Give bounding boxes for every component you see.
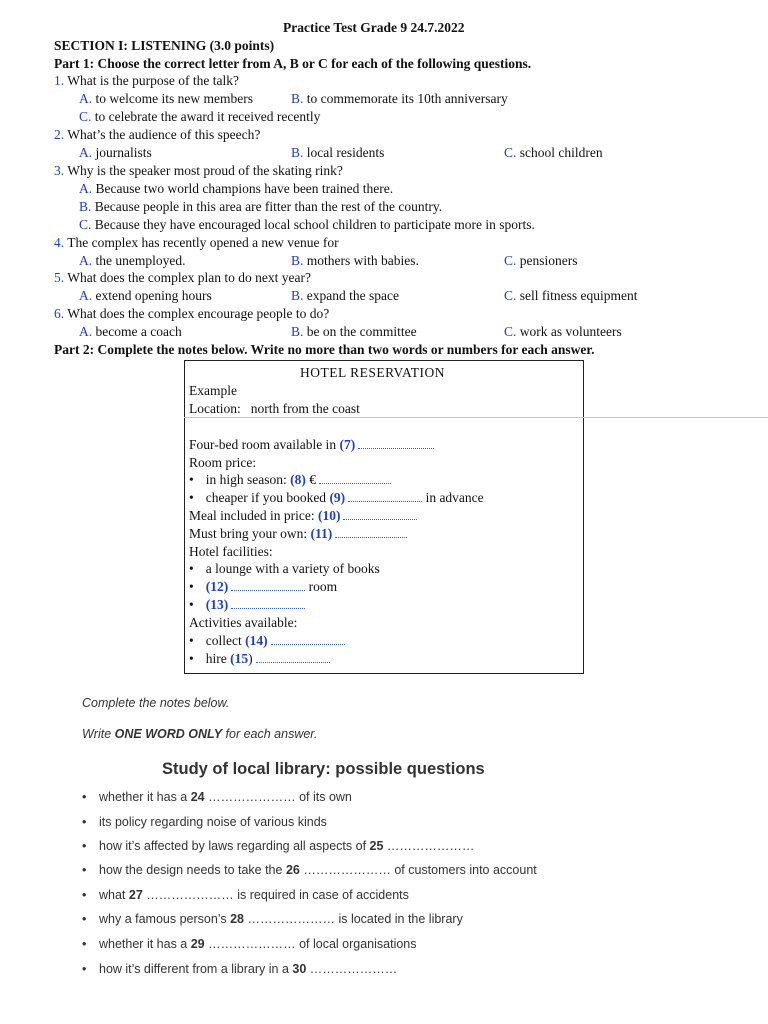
question-1: 1. What is the purpose of the talk? [54, 73, 239, 88]
q2-option-a[interactable]: A. journalists [79, 145, 152, 160]
q6-option-a[interactable]: A. become a coach [79, 324, 182, 339]
location-row: Location: north from the coast [189, 401, 360, 416]
library-item-28: • why a famous person’s 28 ………………… is located in the library [82, 912, 463, 926]
q6-option-c[interactable]: C. work as volunteers [504, 324, 622, 339]
q1-option-b[interactable]: B. to commemorate its 10th anniversary [291, 91, 508, 106]
library-item-30: • how it’s different from a library in a 30 ………………… [82, 962, 398, 976]
answer-blank-8[interactable] [319, 482, 391, 484]
meal-row: Meal included in price: (10) [189, 508, 417, 524]
answer-gap-25[interactable]: ………………… [386, 839, 475, 853]
question-4: 4. The complex has recently opened a new venue for [54, 235, 339, 250]
q2-option-b[interactable]: B. local residents [291, 145, 385, 160]
cheaper-row: • cheaper if you booked (9) in advance [189, 490, 484, 505]
q4-option-b[interactable]: B. mothers with babies. [291, 253, 419, 268]
four-bed-row: Four-bed room available in (7) [189, 437, 434, 453]
answer-blank-7[interactable] [358, 447, 434, 449]
question-2: 2. What’s the audience of this speech? [54, 127, 261, 142]
part1-instruction: Part 1: Choose the correct letter from A, B or C for each of the following questions. [54, 56, 532, 71]
library-item-27: • what 27 ………………… is required in case of accidents [82, 888, 409, 902]
answer-gap-28[interactable]: ………………… [247, 912, 335, 926]
library-title: Study of local library: possible questions [162, 760, 485, 778]
room-row: • (12) room [189, 579, 338, 594]
answer-blank-11[interactable] [335, 536, 407, 538]
q1-option-c[interactable]: C. to celebrate the award it received recently [79, 109, 321, 124]
page-title: Practice Test Grade 9 24.7.2022 [283, 20, 465, 35]
library-item-25: • how it’s affected by laws regarding all aspects of 25 ………………… [82, 839, 475, 853]
q5-option-b[interactable]: B. expand the space [291, 288, 399, 303]
divider-line [184, 417, 768, 418]
answer-gap-26[interactable]: ………………… [303, 863, 391, 877]
q6-option-b[interactable]: B. be on the committee [291, 324, 417, 339]
facility-13-row: • (13) [189, 597, 305, 613]
q3-option-a[interactable]: A. Because two world champions have been trained there. [79, 181, 394, 196]
question-5: 5. What does the complex plan to do next year? [54, 270, 311, 285]
q2-option-c[interactable]: C. school children [504, 145, 603, 160]
activities-label: Activities available: [189, 615, 298, 630]
q4-option-c[interactable]: C. pensioners [504, 253, 578, 268]
library-item-26: • how the design needs to take the 26 ………………… of customers into account [82, 863, 537, 877]
facilities-label: Hotel facilities: [189, 544, 273, 559]
library-item-noise: • its policy regarding noise of various kinds [82, 815, 327, 829]
answer-blank-14[interactable] [271, 643, 345, 645]
hire-row: • hire (15) [189, 651, 330, 667]
library-item-24: • whether it has a 24 ………………… of its own [82, 790, 352, 804]
answer-gap-30[interactable]: ………………… [309, 962, 398, 976]
answer-blank-13[interactable] [231, 607, 305, 609]
q4-option-a[interactable]: A. the unemployed. [79, 253, 186, 268]
collect-row: • collect (14) [189, 633, 345, 649]
high-season-row: • in high season: (8) € [189, 472, 391, 488]
answer-gap-29[interactable]: ………………… [208, 937, 296, 951]
section-heading: SECTION I: LISTENING (3.0 points) [54, 38, 275, 53]
hotel-title: HOTEL RESERVATION [300, 365, 446, 380]
example-label: Example [189, 383, 237, 398]
answer-blank-12[interactable] [231, 589, 305, 591]
library-instruction-2: Write ONE WORD ONLY for each answer. [82, 727, 318, 741]
answer-blank-15[interactable] [256, 661, 330, 663]
lounge-row: • a lounge with a variety of books [189, 561, 380, 576]
answer-gap-24[interactable]: ………………… [208, 790, 296, 804]
library-instruction-1: Complete the notes below. [82, 696, 230, 710]
question-6: 6. What does the complex encourage people to do? [54, 306, 330, 321]
answer-gap-27[interactable]: ………………… [146, 888, 234, 902]
part2-instruction: Part 2: Complete the notes below. Write no more than two words or numbers for each answer. [54, 342, 595, 357]
q3-option-b[interactable]: B. Because people in this area are fitter than the rest of the country. [79, 199, 443, 214]
q5-option-a[interactable]: A. extend opening hours [79, 288, 212, 303]
answer-blank-10[interactable] [343, 518, 417, 520]
q3-option-c[interactable]: C. Because they have encouraged local school children to participate more in sports. [79, 217, 535, 232]
library-item-29: • whether it has a 29 ………………… of local organisations [82, 937, 417, 951]
answer-blank-9[interactable] [348, 500, 422, 502]
q1-option-a[interactable]: A. to welcome its new members [79, 91, 253, 106]
q5-option-c[interactable]: C. sell fitness equipment [504, 288, 638, 303]
question-3: 3. Why is the speaker most proud of the skating rink? [54, 163, 343, 178]
bring-row: Must bring your own: (11) [189, 526, 407, 542]
room-price-label: Room price: [189, 455, 257, 470]
